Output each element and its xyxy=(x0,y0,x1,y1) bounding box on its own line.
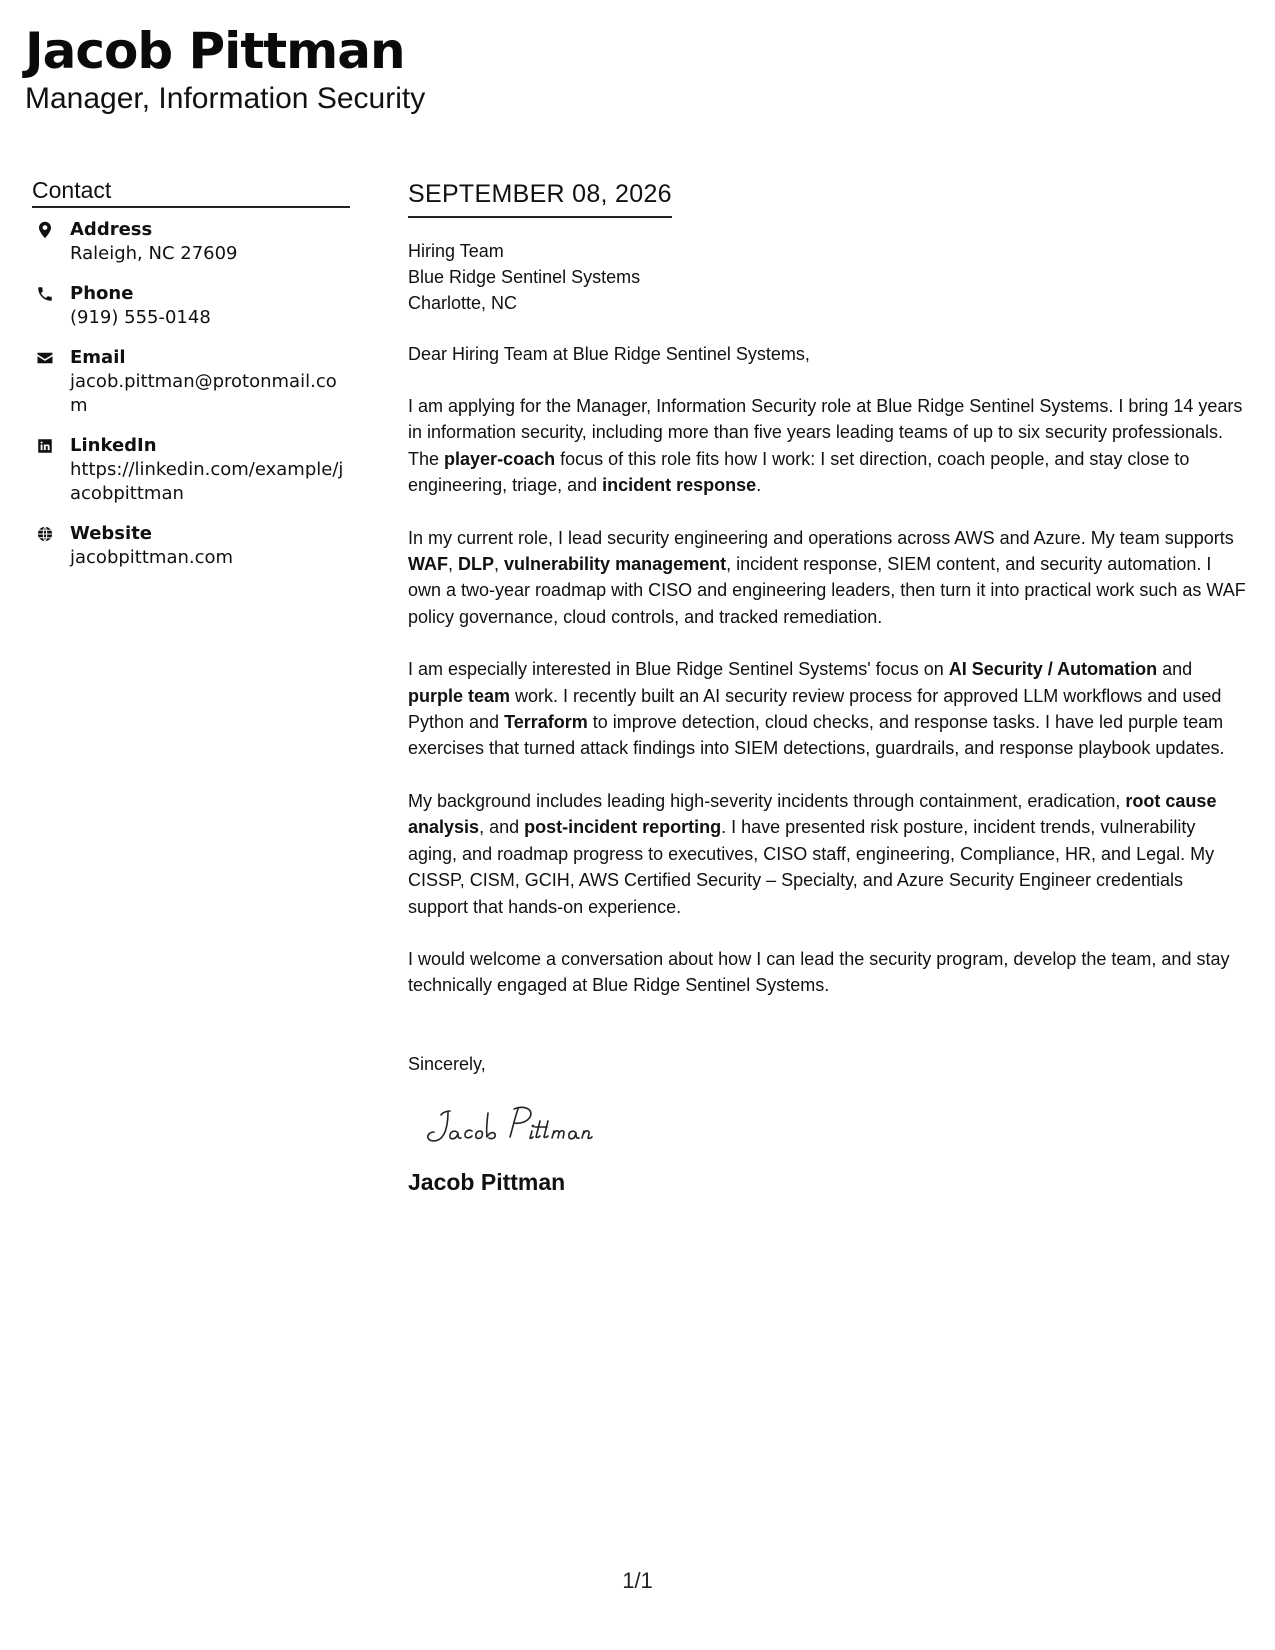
phone-icon xyxy=(32,282,70,303)
contact-heading: Contact xyxy=(32,176,350,208)
emphasis-text: root cause analysis xyxy=(408,790,1217,838)
contact-list xyxy=(32,218,350,570)
paragraph-5: I would welcome a conversation about how I can lead the security program, develop the team, and stay technically engaged at Blue Ridge Sentinel Systems. xyxy=(408,948,1230,996)
signature-name: Jacob Pittman xyxy=(408,1168,566,1195)
cover-letter xyxy=(408,178,1248,1197)
emphasis-text: player-coach xyxy=(444,448,556,469)
contact-label: LinkedIn xyxy=(70,435,157,456)
emphasis-text: DLP xyxy=(458,554,495,575)
contact-item-phone xyxy=(32,282,350,330)
page-number: 1/1 xyxy=(622,1568,653,1593)
paragraph-4: My background includes leading high-severity incidents through containment, eradication, root cause analysis, and post-incident reporting. I have presented risk posture, incident trends, vulnerability aging, and roadmap progress to executives, CISO staff, engineering, Compliance, HR, and Legal. My CISSP, CISM, GCIH, AWS Certified Security – Specialty, and Azure Security Engineer credentials support that hands-on experience. xyxy=(408,790,1217,917)
contact-label: Email xyxy=(70,347,126,368)
envelope-icon xyxy=(32,346,70,367)
paragraph-2: In my current role, I lead security engineering and operations across AWS and Azure. My team supports WAF, DLP, vulnerability management, incident response, SIEM content, and security automation. I own a two-year roadmap with CISO and engineering leaders, then turn it into practical work such as WAF policy governance, cloud controls, and tracked remediation. xyxy=(408,527,1246,627)
contact-sidebar xyxy=(32,176,350,586)
contact-item-linkedin xyxy=(32,434,350,506)
candidate-title: Manager, Information Security xyxy=(25,82,426,115)
emphasis-text: post-incident reporting xyxy=(524,817,722,838)
address-value: Raleigh, NC 27609 xyxy=(70,243,238,264)
phone-value: (919) 555-0148 xyxy=(70,307,211,328)
emphasis-text: incident response xyxy=(602,475,757,496)
recipient-line: Charlotte, NC xyxy=(408,293,518,313)
contact-label: Website xyxy=(70,523,153,544)
email-link[interactable]: jacob.pittman@protonmail.com xyxy=(70,371,337,416)
salutation: Dear Hiring Team at Blue Ridge Sentinel Systems, xyxy=(408,344,810,364)
map-pin-icon xyxy=(32,218,70,239)
recipient-block xyxy=(408,238,1248,316)
candidate-name: Jacob Pittman xyxy=(25,22,405,80)
recipient-line: Blue Ridge Sentinel Systems xyxy=(408,267,641,287)
linkedin-icon xyxy=(32,434,70,455)
contact-item-email xyxy=(32,346,350,418)
paragraph-3: I am especially interested in Blue Ridge Sentinel Systems' focus on AI Security / Automation and purple team work. I recently built an AI security review process for approved LLM workflows and used Python and Terraform to improve detection, cloud checks, and response tasks. I have led purple team exercises that turned attack findings into SIEM detections, guardrails, and response playbook updates. xyxy=(408,659,1225,759)
contact-label: Address xyxy=(70,219,153,240)
emphasis-text: purple team xyxy=(408,685,511,706)
contact-item-website xyxy=(32,522,350,570)
letter-date: SEPTEMBER 08, 2026 xyxy=(408,178,672,218)
emphasis-text: vulnerability management xyxy=(504,554,727,575)
resume-header xyxy=(25,22,425,116)
website-link[interactable]: jacobpittman.com xyxy=(70,547,234,568)
contact-item-address xyxy=(32,218,350,266)
emphasis-text: Terraform xyxy=(504,712,588,733)
closing: Sincerely, xyxy=(408,1053,486,1074)
recipient-line: Hiring Team xyxy=(408,241,504,261)
globe-icon xyxy=(32,522,70,543)
signature-image xyxy=(418,1099,1248,1159)
emphasis-text: WAF xyxy=(408,554,448,575)
linkedin-link[interactable]: https://linkedin.com/example/jacobpittman xyxy=(70,459,344,504)
paragraph-1: I am applying for the Manager, Information Security role at Blue Ridge Sentinel Systems. I bring 14 years in information security, including more than five years leading teams of up to six security professionals. The player-coach focus of this role fits how I work: I set direction, coach people, and stay close to engineering, triage, and incident response. xyxy=(408,396,1243,496)
contact-label: Phone xyxy=(70,283,134,304)
emphasis-text: AI Security / Automation xyxy=(948,659,1158,680)
